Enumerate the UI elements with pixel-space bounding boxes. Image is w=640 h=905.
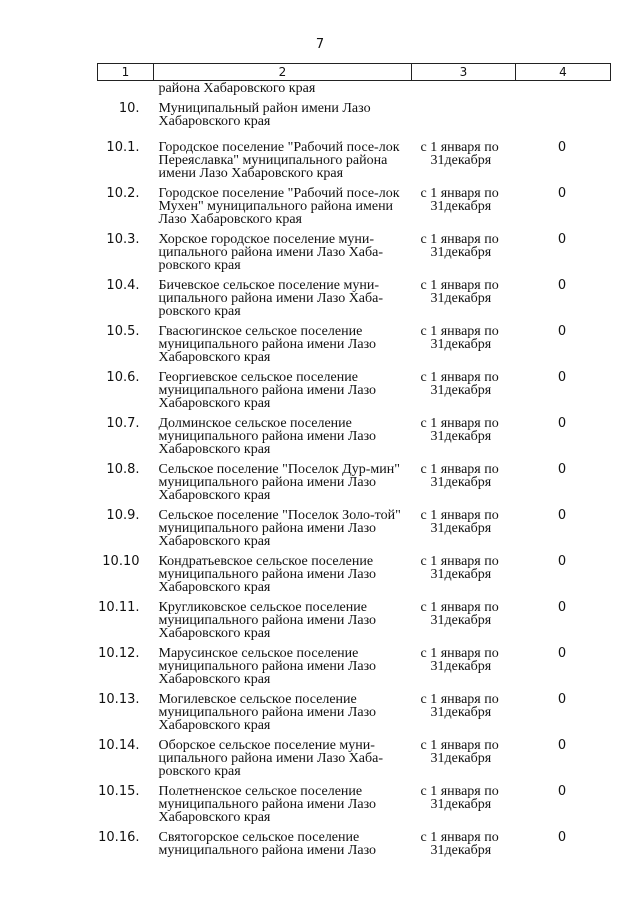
period-end: 31декабря <box>430 521 492 536</box>
settlement-name: Кондратьевское сельское поселение муниципального района имени Лазо Хабаровского края <box>158 554 377 595</box>
period-cell <box>412 785 516 831</box>
table-row <box>98 233 611 279</box>
period-cell <box>412 647 516 693</box>
row-value: 0 <box>557 324 567 339</box>
period-start: с 1 января по <box>420 784 499 799</box>
row-number: 10.13. <box>98 692 140 707</box>
period-end: 31декабря <box>430 153 492 168</box>
period-end: 31декабря <box>430 567 492 582</box>
row-number: 10.4. <box>106 278 140 293</box>
header-col-3: 3 <box>412 64 516 81</box>
period-start: с 1 января по <box>420 600 499 615</box>
table-row <box>98 739 611 785</box>
period-cell <box>412 831 516 864</box>
row-value: 0 <box>557 692 567 707</box>
page-number: 7 <box>315 37 325 52</box>
continuation-text: района Хабаровского края <box>158 81 316 96</box>
period-end: 31декабря <box>430 613 492 628</box>
period-end: 31декабря <box>430 705 492 720</box>
row-number: 10.16. <box>98 830 140 845</box>
period-start: с 1 января по <box>420 738 499 753</box>
period-start: с 1 января по <box>420 692 499 707</box>
period-start: с 1 января по <box>420 370 499 385</box>
district-row <box>98 95 611 135</box>
table-row <box>98 371 611 417</box>
period-cell <box>412 555 516 601</box>
settlement-name: Долминское сельское поселение муниципального района имени Лазо Хабаровского края <box>158 416 377 457</box>
row-value: 0 <box>557 830 567 845</box>
period-cell <box>412 463 516 509</box>
period-end: 31декабря <box>430 337 492 352</box>
period-end: 31декабря <box>430 291 492 306</box>
period-end: 31декабря <box>430 797 492 812</box>
row-value: 0 <box>557 186 567 201</box>
settlement-name: Сельское поселение "Поселок Золо-той" муниципального района имени Лазо Хабаровского края <box>158 508 401 549</box>
period-start: с 1 января по <box>420 324 499 339</box>
period-cell <box>412 601 516 647</box>
district-number: 10. <box>118 101 140 116</box>
table-row <box>98 509 611 555</box>
period-end: 31декабря <box>430 751 492 766</box>
table-row <box>98 325 611 371</box>
period-cell <box>412 509 516 555</box>
period-cell <box>412 739 516 785</box>
period-cell <box>412 693 516 739</box>
document-table <box>97 63 611 864</box>
table-row <box>98 831 611 864</box>
settlement-name: Городское поселение "Рабочий посе-лок Переяславка" муниципального района имени Лазо Хабаровского края <box>158 140 400 181</box>
settlement-name: Полетненское сельское поселение муниципального района имени Лазо Хабаровского края <box>158 784 377 825</box>
settlement-name: Сельское поселение "Поселок Дур-мин" муниципального района имени Лазо Хабаровского края <box>158 462 400 503</box>
settlement-name: Оборское сельское поселение муни-ципального района имени Лазо Хаба-ровского края <box>158 738 384 779</box>
settlement-name: Марусинское сельское поселение муниципального района имени Лазо Хабаровского края <box>158 646 377 687</box>
period-cell <box>412 233 516 279</box>
row-value: 0 <box>557 462 567 477</box>
table-row <box>98 647 611 693</box>
period-end: 31декабря <box>430 383 492 398</box>
row-number: 10.8. <box>106 462 140 477</box>
row-number: 10.2. <box>106 186 140 201</box>
district-name: Муниципальный район имени Лазо Хабаровского края <box>158 101 371 129</box>
period-end: 31декабря <box>430 475 492 490</box>
table-row <box>98 601 611 647</box>
period-start: с 1 января по <box>420 416 499 431</box>
row-number: 10.9. <box>106 508 140 523</box>
row-value: 0 <box>557 600 567 615</box>
period-end: 31декабря <box>430 843 492 858</box>
row-number: 10.11. <box>98 600 140 615</box>
table-row <box>98 693 611 739</box>
period-start: с 1 января по <box>420 140 499 155</box>
row-value: 0 <box>557 738 567 753</box>
period-start: с 1 января по <box>420 508 499 523</box>
period-cell <box>412 325 516 371</box>
continuation-row <box>98 81 611 96</box>
row-number: 10.1. <box>106 140 140 155</box>
table-row <box>98 785 611 831</box>
row-number: 10.5. <box>106 324 140 339</box>
row-number: 10.15. <box>98 784 140 799</box>
period-start: с 1 января по <box>420 554 499 569</box>
row-number: 10.14. <box>98 738 140 753</box>
row-value: 0 <box>557 232 567 247</box>
table-row <box>98 463 611 509</box>
settlement-name: Георгиевское сельское поселение муниципального района имени Лазо Хабаровского края <box>158 370 377 411</box>
row-value: 0 <box>557 416 567 431</box>
header-col-1: 1 <box>98 64 154 81</box>
period-start: с 1 января по <box>420 232 499 247</box>
table-row <box>98 555 611 601</box>
settlement-name: Гвасюгинское сельское поселение муниципального района имени Лазо Хабаровского края <box>158 324 377 365</box>
table-row <box>98 135 611 187</box>
period-start: с 1 января по <box>420 830 499 845</box>
period-end: 31декабря <box>430 429 492 444</box>
row-value: 0 <box>557 784 567 799</box>
row-value: 0 <box>557 140 567 155</box>
period-cell <box>412 371 516 417</box>
period-end: 31декабря <box>430 245 492 260</box>
table-row <box>98 417 611 463</box>
header-col-4: 4 <box>516 64 611 81</box>
period-cell <box>412 135 516 187</box>
table-row <box>98 279 611 325</box>
row-number: 10.12. <box>98 646 140 661</box>
row-value: 0 <box>557 646 567 661</box>
header-col-2: 2 <box>154 64 412 81</box>
settlement-name: Кругликовское сельское поселение муниципального района имени Лазо Хабаровского края <box>158 600 377 641</box>
period-start: с 1 января по <box>420 278 499 293</box>
settlement-name: Святогорское сельское поселение муниципального района имени Лазо <box>158 830 377 858</box>
period-start: с 1 января по <box>420 186 499 201</box>
settlement-name: Бичевское сельское поселение муни-ципального района имени Лазо Хаба-ровского края <box>158 278 384 319</box>
row-value: 0 <box>557 370 567 385</box>
row-value: 0 <box>557 508 567 523</box>
settlement-name: Городское поселение "Рабочий посе-лок Мухен" муниципального района имени Лазо Хабаровского края <box>158 186 400 227</box>
settlement-name: Могилевское сельское поселение муниципального района имени Лазо Хабаровского края <box>158 692 377 733</box>
row-number: 10.10 <box>102 554 140 569</box>
period-cell <box>412 417 516 463</box>
period-start: с 1 января по <box>420 646 499 661</box>
period-end: 31декабря <box>430 659 492 674</box>
row-value: 0 <box>557 278 567 293</box>
period-end: 31декабря <box>430 199 492 214</box>
row-value: 0 <box>557 554 567 569</box>
settlement-name: Хорское городское поселение муни-ципального района имени Лазо Хаба-ровского края <box>158 232 384 273</box>
row-number: 10.3. <box>106 232 140 247</box>
period-cell <box>412 187 516 233</box>
row-number: 10.6. <box>106 370 140 385</box>
period-cell <box>412 279 516 325</box>
period-start: с 1 января по <box>420 462 499 477</box>
row-number: 10.7. <box>106 416 140 431</box>
table-row <box>98 187 611 233</box>
table-header-row <box>98 64 611 81</box>
